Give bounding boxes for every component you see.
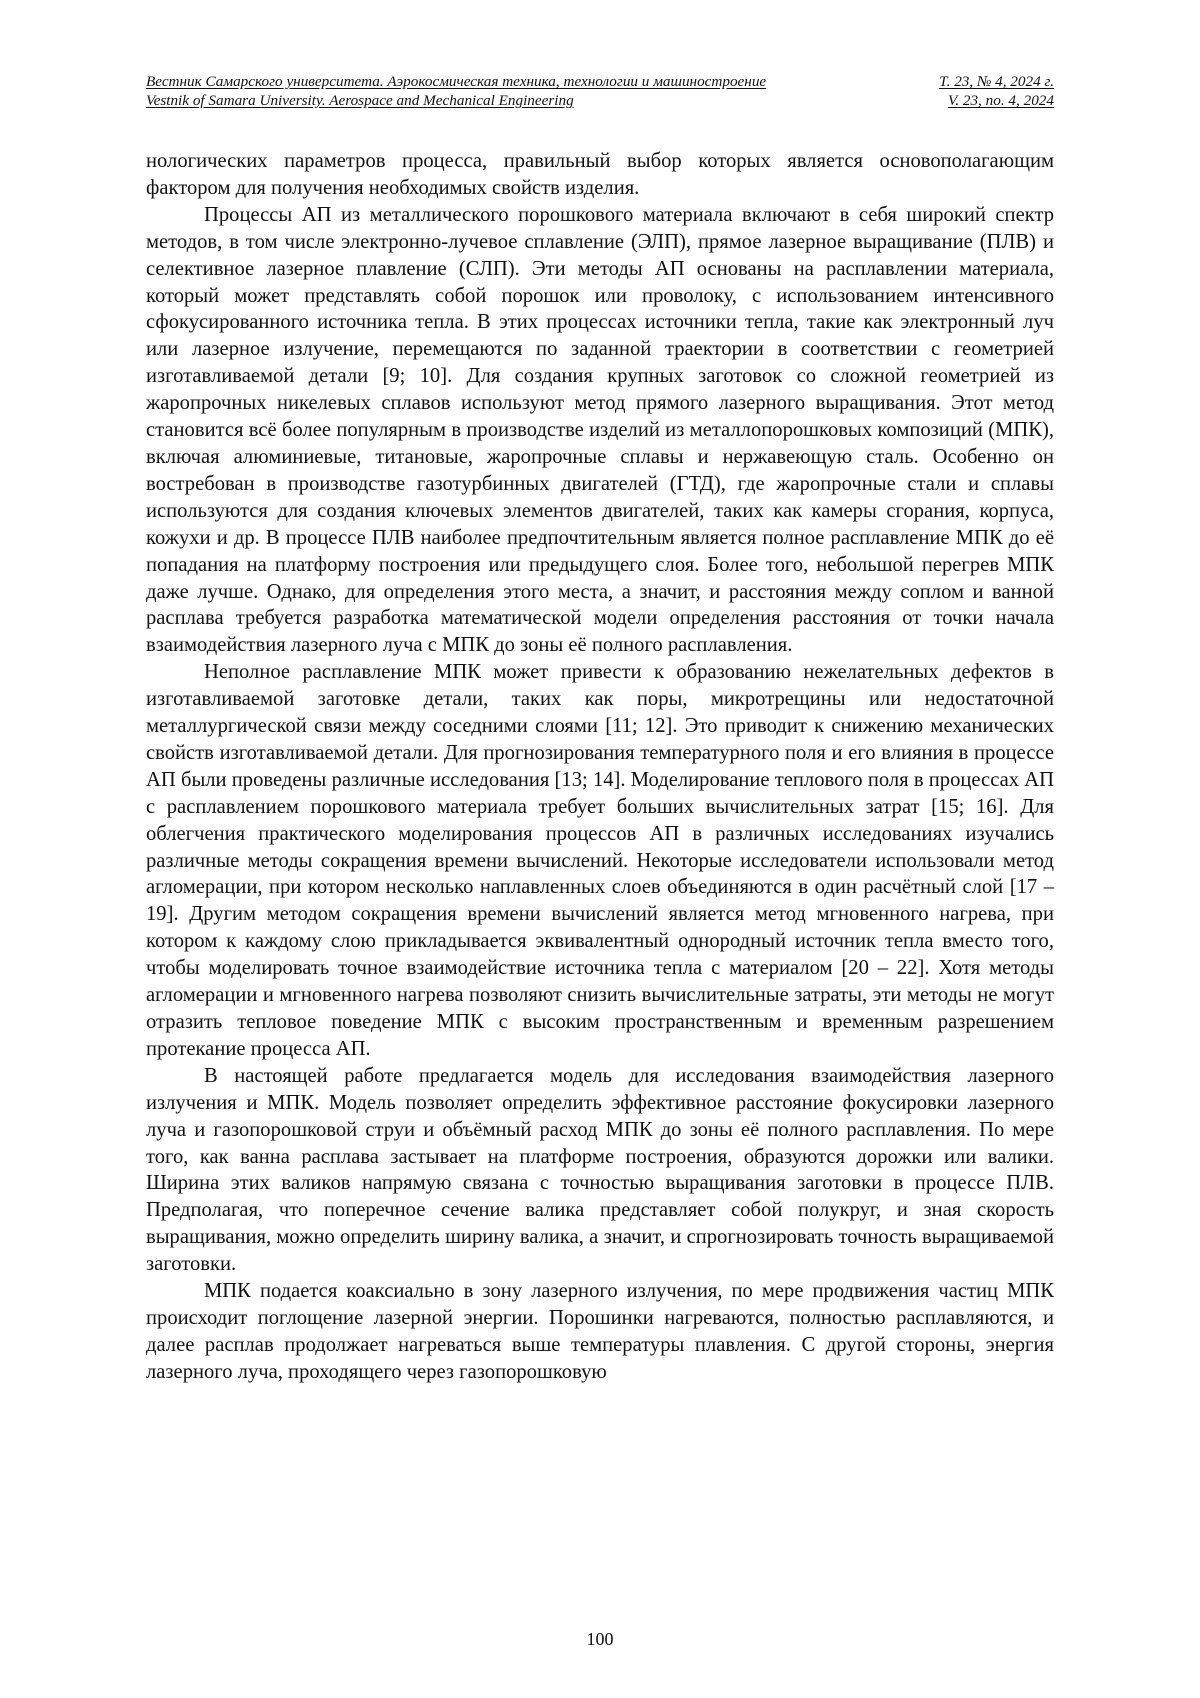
paragraph: Процессы АП из металлического порошкового материала включают в себя широкий спектр методов, в том числе электронно-лучевое сплавление (ЭЛП), прямое лазерное выращивание (ПЛВ) и селективное лазерное плавление (СЛП). Эти методы АП основаны на расплавлении материала, который может представлять собой порошок или проволоку, с использованием интенсивного сфокусированного источника тепла. В этих процессах источники тепла, такие как электронный луч или лазерное излучение, перемещаются по заданной траектории в соответствии с геометрией изготавливаемой детали [9; 10]. Для создания крупных заготовок со сложной геометрией из жаропрочных никелевых сплавов используют метод прямого лазерного выращивания. Этот метод становится всё более популярным в производстве изделий из металлопорошковых композиций (МПК), включая алюминиевые, титановые, жаропрочные сплавы и нержавеющую сталь. Особенно он востребован в производстве газотурбинных двигателей (ГТД), где жаропрочные стали и сплавы используются для создания ключевых элементов двигателей, таких как камеры сгорания, корпуса, кожухи и др. В процессе ПЛВ наиболее предпочтительным является полное расплавление МПК до её попадания на платформу построения или предыдущего слоя. Более того, небольшой перегрев МПК даже лучше. Однако, для определения этого места, а значит, и расстояния между соплом и ванной расплава требуется разработка математической модели определения расстояния от точки начала взаимодействия лазерного луча с МПК до зоны её полного расплавления. [146, 203, 1054, 657]
running-header [146, 72, 1054, 110]
header-row-ru [146, 72, 1054, 91]
header-row-en [146, 91, 1054, 110]
paragraph: МПК подается коаксиально в зону лазерного излучения, по мере продвижения частиц МПК происходит поглощение лазерной энергии. Порошинки нагреваются, полностью расплавляются, и далее расплав продолжает нагреваться выше температуры плавления. С другой стороны, энергия лазерного луча, проходящего через газопорошковую [146, 1280, 1054, 1383]
paragraph: В настоящей работе предлагается модель для исследования взаимодействия лазерного излучения и МПК. Модель позволяет определить эффективное расстояние фокусировки лазерного луча и газопорошковой струи и объёмный расход МПК до зоны её полного расплавления. По мере того, как ванна расплава застывает на платформе построения, образуются дорожки или валики. Ширина этих валиков напрямую связана с точностью выращивания заготовки в процессе ПЛВ. Предполагая, что поперечное сечение валика представляет собой полукруг, и зная скорость выращивания, можно определить ширину валика, а значит, и спрогнозировать точность выращиваемой заготовки. [146, 1064, 1054, 1276]
paragraph-continuation: нологических параметров процесса, правильный выбор которых является основополагающим фактором для получения необходимых свойств изделия. [146, 150, 1054, 199]
article-body [146, 148, 1054, 1386]
paragraph: Неполное расплавление МПК может привести к образованию нежелательных дефектов в изготавливаемой заготовке детали, таких как поры, микротрещины или недостаточной металлургической связи между соседними слоями [11; 12]. Это приводит к снижению механических свойств изготавливаемой детали. Для прогнозирования температурного поля и его влияния в процессе АП были проведены различные исследования [13; 14]. Моделирование теплового поля в процессах АП с расплавлением порошкового материала требует больших вычислительных затрат [15; 16]. Для облегчения практического моделирования процессов АП в различных исследованиях изучались различные методы сокращения времени вычислений. Некоторые исследователи использовали метод агломерации, при котором несколько наплавленных слоев объединяются в один расчётный слой [17 – 19]. Другим методом сокращения времени вычислений является метод мгновенного нагрева, при котором к каждому слою прикладывается эквивалентный однородный источник тепла вместо того, чтобы моделировать точное взаимодействие источника тепла с материалом [20 – 22]. Хотя методы агломерации и мгновенного нагрева позволяют снизить вычислительные затраты, эти методы не могут отразить тепловое поведение МПК с высоким пространственным и временным разрешением протекание процесса АП. [146, 661, 1054, 1060]
page-number: 100 [586, 1629, 614, 1649]
journal-title-en: Vestnik of Samara University. Aerospace and Mechanical Engineering [146, 92, 574, 109]
volume-info-ru: Т. 23, № 4, 2024 г. [939, 73, 1054, 90]
journal-title-ru: Вестник Самарского университета. Аэрокосмическая техника, технологии и машиностроение [146, 73, 767, 90]
volume-info-en: V. 23, no. 4, 2024 [947, 92, 1054, 109]
